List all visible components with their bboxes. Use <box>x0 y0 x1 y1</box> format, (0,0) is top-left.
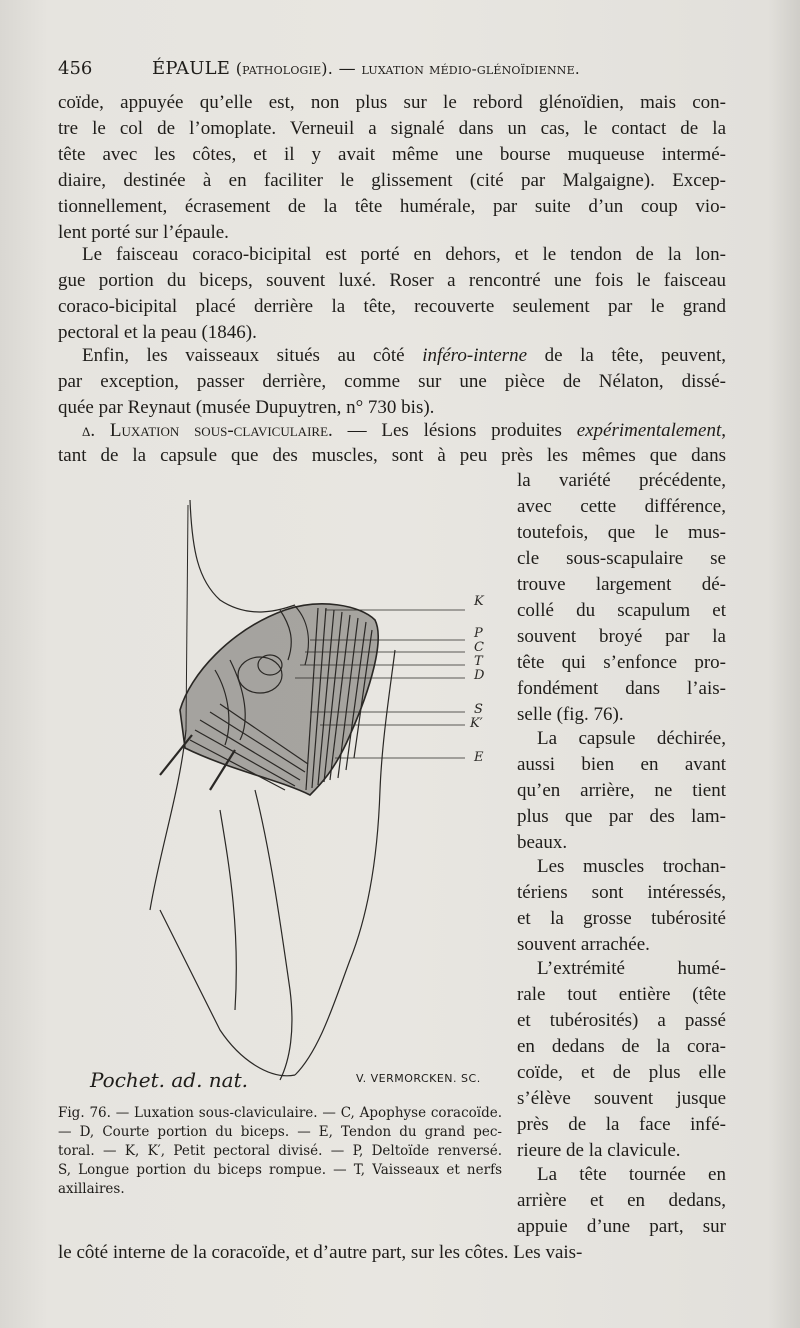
column-line: souvent broyé par la <box>517 626 726 647</box>
text-line: diaire, destinée à en faciliter le glissement (cité par Malgaigne). Excep- <box>58 170 726 191</box>
column-line: la variété précédente, <box>517 470 726 491</box>
text-line: tant de la capsule que des muscles, sont à peu près les mêmes que dans <box>58 445 726 466</box>
column-line: plus que par des lam- <box>517 806 726 827</box>
text-line: coraco-bicipital placé derrière la tête, recouverte seulement par le grand <box>58 296 726 317</box>
text-line: pectoral et la peau (1846). <box>58 322 257 343</box>
figure-label: D <box>474 668 485 683</box>
text-line: tionnellement, écrasement de la tête humérale, par suite d’un coup vio- <box>58 196 726 217</box>
column-line: La capsule déchirée, <box>537 728 726 749</box>
section-heading-line: δ. Luxation sous-claviculaire. — Les lésions produites expérimentalement, <box>82 420 726 441</box>
figure-label: K <box>474 594 484 609</box>
column-line: rale tout entière (tête <box>517 984 726 1005</box>
column-line: aussi bien en avant <box>517 754 726 775</box>
figure-label: E <box>474 750 484 765</box>
text-line: tête avec les côtes, et il y avait même une bourse muqueuse intermé- <box>58 144 726 165</box>
column-line: souvent arrachée. <box>517 934 650 955</box>
column-line: qu’en arrière, ne tient <box>517 780 726 801</box>
running-header <box>58 58 738 82</box>
figure-caption-line: toral. — K, K′, Petit pectoral divisé. — P, Deltoïde renversé. <box>58 1143 502 1159</box>
text-line: par exception, passer derrière, comme sur une pièce de Nélaton, dissé- <box>58 371 726 392</box>
column-line: rieure de la clavicule. <box>517 1140 681 1161</box>
column-line: s’élève souvent jusque <box>517 1088 726 1109</box>
figure-label: T <box>474 654 483 669</box>
column-line: Les muscles trochan- <box>537 856 726 877</box>
column-line: en dedans de la cora- <box>517 1036 726 1057</box>
figure-label: K′ <box>470 716 483 731</box>
engraver-credit: V. VERMORCKEN. SC. <box>356 1072 481 1085</box>
text-line: le côté interne de la coracoïde, et d’autre part, sur les côtes. Les vais- <box>58 1242 583 1263</box>
text-line: lent porté sur l’épaule. <box>58 222 229 243</box>
header-title: ÉPAULE (pathologie). — luxation médio-glénoïdienne. <box>152 58 580 79</box>
column-line: et tubérosités) a passé <box>517 1010 726 1031</box>
text-line: coïde, appuyée qu’elle est, non plus sur le rebord glénoïdien, mais con- <box>58 92 726 113</box>
column-line: trouve largement dé- <box>517 574 726 595</box>
section-label: δ. Luxation sous-claviculaire. <box>82 420 333 441</box>
column-line: et la grosse tubérosité <box>517 908 726 929</box>
column-line: collé du scapulum et <box>517 600 726 621</box>
column-line: selle (fig. 76). <box>517 704 624 725</box>
column-line: appuie d’une part, sur <box>517 1216 726 1237</box>
column-line: arrière et en dedans, <box>517 1190 726 1211</box>
text-line: Enfin, les vaisseaux situés au côté inféro-interne de la tête, peuvent, <box>82 345 726 366</box>
column-line: tête qui s’enfonce pro- <box>517 652 726 673</box>
text-line: tre le col de l’omoplate. Verneuil a signalé dans un cas, le contact de la <box>58 118 726 139</box>
text-line: Le faisceau coraco-bicipital est porté en dehors, et le tendon de la lon- <box>82 244 726 265</box>
text-line: quée par Reynaut (musée Dupuytren, n° 730 bis). <box>58 397 435 418</box>
column-line: La tête tournée en <box>537 1164 726 1185</box>
column-line: toutefois, que le mus- <box>517 522 726 543</box>
page-number: 456 <box>58 58 93 79</box>
column-line: coïde, et de plus elle <box>517 1062 726 1083</box>
column-line: L’extrémité humé- <box>537 958 726 979</box>
column-line: tériens sont intéressés, <box>517 882 726 903</box>
anatomical-engraving <box>120 490 510 1090</box>
column-line: beaux. <box>517 832 568 853</box>
figure-caption-line: axillaires. <box>58 1181 125 1197</box>
figure-label: P <box>474 626 483 641</box>
column-line: avec cette différence, <box>517 496 726 517</box>
text-line: gue portion du biceps, souvent luxé. Roser a rencontré une fois le faisceau <box>58 270 726 291</box>
figure-label: C <box>474 640 484 655</box>
figure-caption-line: Fig. 76. — Luxation sous-claviculaire. — C, Apophyse coracoïde. <box>58 1105 502 1121</box>
column-line: cle sous-scapulaire se <box>517 548 726 569</box>
artist-signature: Pochet. ad. nat. <box>90 1068 248 1092</box>
figure-caption-line: — D, Courte portion du biceps. — E, Tendon du grand pec- <box>58 1124 502 1140</box>
column-line: près de la face infé- <box>517 1114 726 1135</box>
figure-caption-line: S, Longue portion du biceps rompue. — T, Vaisseaux et nerfs <box>58 1162 502 1178</box>
column-line: fondément dans l’ais- <box>517 678 726 699</box>
figure-label: S <box>474 702 483 717</box>
